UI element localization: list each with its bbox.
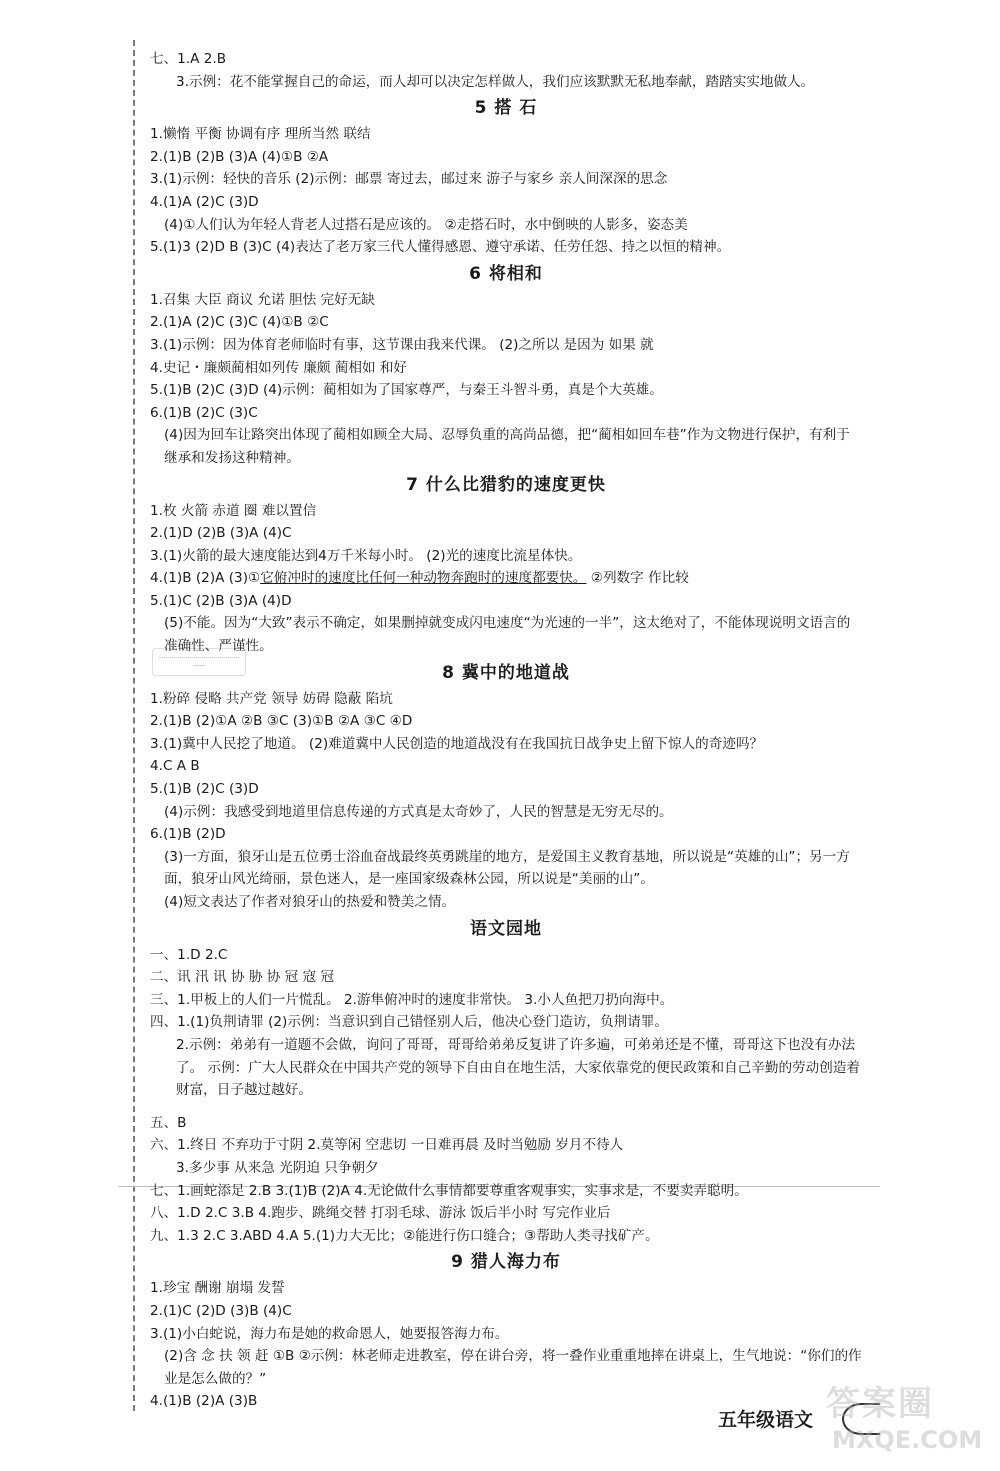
answer-line: 五、B xyxy=(150,1114,187,1131)
answer-line: 5.(1)B (2)C (3)D (4)示例：蔺相如为了国家尊严，与秦王斗智斗勇，真是个大英雄。 xyxy=(150,382,663,399)
answer-line: 2.(1)C (2)D (3)B (4)C xyxy=(150,1302,292,1319)
answer-line: 3.(1)示例：轻快的音乐 (2)示例：邮票 寄过去，邮过来 游子与家乡 亲人间深深的思念 xyxy=(150,171,668,188)
answer-text: 4.(1)B (2)A (3)① xyxy=(150,570,261,587)
answer-line: (4)①人们认为年轻人背老人过搭石是应该的。 ②走搭石时，水中倒映的人影多，姿态美 xyxy=(164,216,688,233)
site-watermark-url: MXQE.COM xyxy=(832,1426,983,1454)
answer-line: 1.懒惰 平衡 协调有序 理所当然 联结 xyxy=(150,126,371,143)
answer-line: 3.多少事 从来急 光阴迫 只争朝夕 xyxy=(176,1159,379,1176)
underlined-answer: 它俯冲时的速度比任何一种动物奔跑时的速度都要快。 xyxy=(260,570,587,587)
answer-line xyxy=(150,567,862,590)
answer-line: 四、1.(1)负荆请罪 (2)示例：当意识到自己错怪别人后，他决心登门造访，负荆请罪。 xyxy=(150,1014,668,1031)
answer-line: (4)示例：我感受到地道里信息传递的方式真是太奇妙了，人民的智慧是无穷无尽的。 xyxy=(164,803,673,820)
answer-line: 1.粉碎 侵略 共产党 领导 妨碍 隐蔽 陷坑 xyxy=(150,690,393,707)
answer-line: 3.(1)小白蛇说，海力布是她的救命恩人，她要报答海力布。 xyxy=(150,1325,509,1342)
answer-line: 八、1.D 2.C 3.B 4.跑步、跳绳交替 打羽毛球、游泳 饭后半小时 写完作业后 xyxy=(150,1205,611,1222)
answer-line: 3.(1)示例：因为体育老师临时有事，这节课由我来代课。 (2)之所以 是因为 如果 就 xyxy=(150,336,654,353)
answer-line: 二、讯 汛 讯 协 胁 协 冠 寇 冠 xyxy=(150,969,335,986)
answer-line: 2.(1)A (2)C (3)C (4)①B ②C xyxy=(150,314,329,331)
answer-paragraph: (2)含 念 扶 领 赶 ①B ②示例：林老师走进教室，停在讲台旁，将一叠作业重重地摔在讲桌上，生气地说：“你们的作业是怎么做的？” xyxy=(164,1348,862,1387)
answer-text: ②列数字 作比较 xyxy=(586,570,689,587)
lesson-title: 6 将相和 xyxy=(469,263,543,284)
answer-line: 七、1.A 2.B xyxy=(150,51,227,67)
answer-line: 2.(1)D (2)B (3)A (4)C xyxy=(150,525,292,542)
answer-line: 3.(1)火箭的最大速度能达到4万千米每小时。 (2)光的速度比流星体快。 xyxy=(150,547,582,564)
answer-paragraph: (4)因为回车让路突出体现了蔺相如顾全大局、忍辱负重的高尚品德，把“蔺相如回车巷”作为文物进行保护，有利于继承和发扬这种精神。 xyxy=(164,427,850,466)
lesson-title: 7 什么比猎豹的速度更快 xyxy=(406,474,606,495)
answer-line: 3.示例：花不能掌握自己的命运，而人却可以决定怎样做人，我们应该默默无私地奉献，踏踏实实地做人。 xyxy=(176,73,815,90)
answer-line: 4.(1)B (2)A (3)B xyxy=(150,1393,258,1410)
binding-cut-line xyxy=(133,40,135,1411)
answer-line: 1.枚 火箭 赤道 圈 难以置信 xyxy=(150,502,317,519)
answer-line: 2.(1)B (2)①A ②B ③C (3)①B ②A ③C ④D xyxy=(150,713,413,730)
answer-line: 九、1.3 2.C 3.ABD 4.A 5.(1)力大无比；②能进行伤口缝合；③帮助人类寻找矿产。 xyxy=(150,1227,659,1244)
answer-line: 一、1.D 2.C xyxy=(150,946,228,963)
answer-paragraph: 2.示例：弟弟有一道题不会做，询问了哥哥，哥哥给弟弟反复讲了许多遍，可弟弟还是不懂，哥哥这下也没有办法了。 示例：广大人民群众在中国共产党的领导下自由自在地生活，大家依靠党的便民政策和自己辛勤的劳动创造着财富，日子越过越好。 xyxy=(176,1036,861,1099)
lesson-title: 8 冀中的地道战 xyxy=(442,662,570,683)
answer-line: 5.(1)B (2)C (3)D xyxy=(150,781,259,798)
answer-line: 3.(1)冀中人民挖了地道。 (2)难道冀中人民创造的地道战没有在我国抗日战争史上留下惊人的奇迹吗？ xyxy=(150,735,764,752)
answer-line: 七、1.画蛇添足 2.B 3.(1)B (2)A 4.无论做什么事情都要尊重客观事实，实事求是，不要卖弄聪明。 xyxy=(150,1182,748,1199)
answer-line: 六、1.终日 不弃功于寸阴 2.莫等闲 空悲切 一日难再晨 及时当勉励 岁月不待人 xyxy=(150,1137,624,1154)
answer-line: 2.(1)B (2)B (3)A (4)①B ②A xyxy=(150,148,329,165)
answer-line: 1.召集 大臣 商议 允诺 胆怯 完好无缺 xyxy=(150,291,375,308)
lesson-title: 5 搭 石 xyxy=(474,98,538,119)
answer-line: 6.(1)B (2)C (3)C xyxy=(150,404,258,421)
answer-key-content xyxy=(150,48,862,1413)
answer-line: 4.(1)A (2)C (3)D xyxy=(150,193,259,210)
answer-line: 6.(1)B (2)D xyxy=(150,826,226,843)
answer-line: 4.C A B xyxy=(150,758,200,775)
answer-paragraph: (3)一方面，狼牙山是五位勇士浴血奋战最终英勇跳崖的地方，是爱国主义教育基地，所以说是“英雄的山”；另一方面，狼牙山风光绮丽，景色迷人，是一座国家级森林公园，所以说是“美丽的山”。 xyxy=(164,848,850,888)
section-title: 语文园地 xyxy=(470,918,542,939)
answer-line: (4)短文表达了作者对狼牙山的热爱和赞美之情。 xyxy=(164,894,456,910)
answer-line: 5.(1)C (2)B (3)A (4)D xyxy=(150,592,292,609)
answer-line: 5.(1)3 (2)D B (3)C (4)表达了老万家三代人懂得感恩、遵守承诺、任劳任怨、持之以恒的精神。 xyxy=(150,239,731,256)
answer-line: 4.史记・廉颇蔺相如列传 廉颇 蔺相如 和好 xyxy=(150,359,408,376)
answer-line: 三、1.甲板上的人们一片慌乱。 2.游隼俯冲时的速度非常快。 3.小人鱼把刀扔向海中。 xyxy=(150,991,674,1008)
answer-paragraph: (5)不能。因为“大致”表示不确定，如果删掉就变成闪电速度“为光速的一半”，这太绝对了，不能体现说明文语言的准确性、严谨性。 xyxy=(164,615,851,655)
lesson-title: 9 猎人海力布 xyxy=(451,1252,561,1273)
answer-line: 1.珍宝 酬谢 崩塌 发誓 xyxy=(150,1280,285,1297)
footer-grade-subject: 五年级语文 xyxy=(718,1409,814,1431)
site-watermark: 答案圈 xyxy=(826,1384,934,1424)
